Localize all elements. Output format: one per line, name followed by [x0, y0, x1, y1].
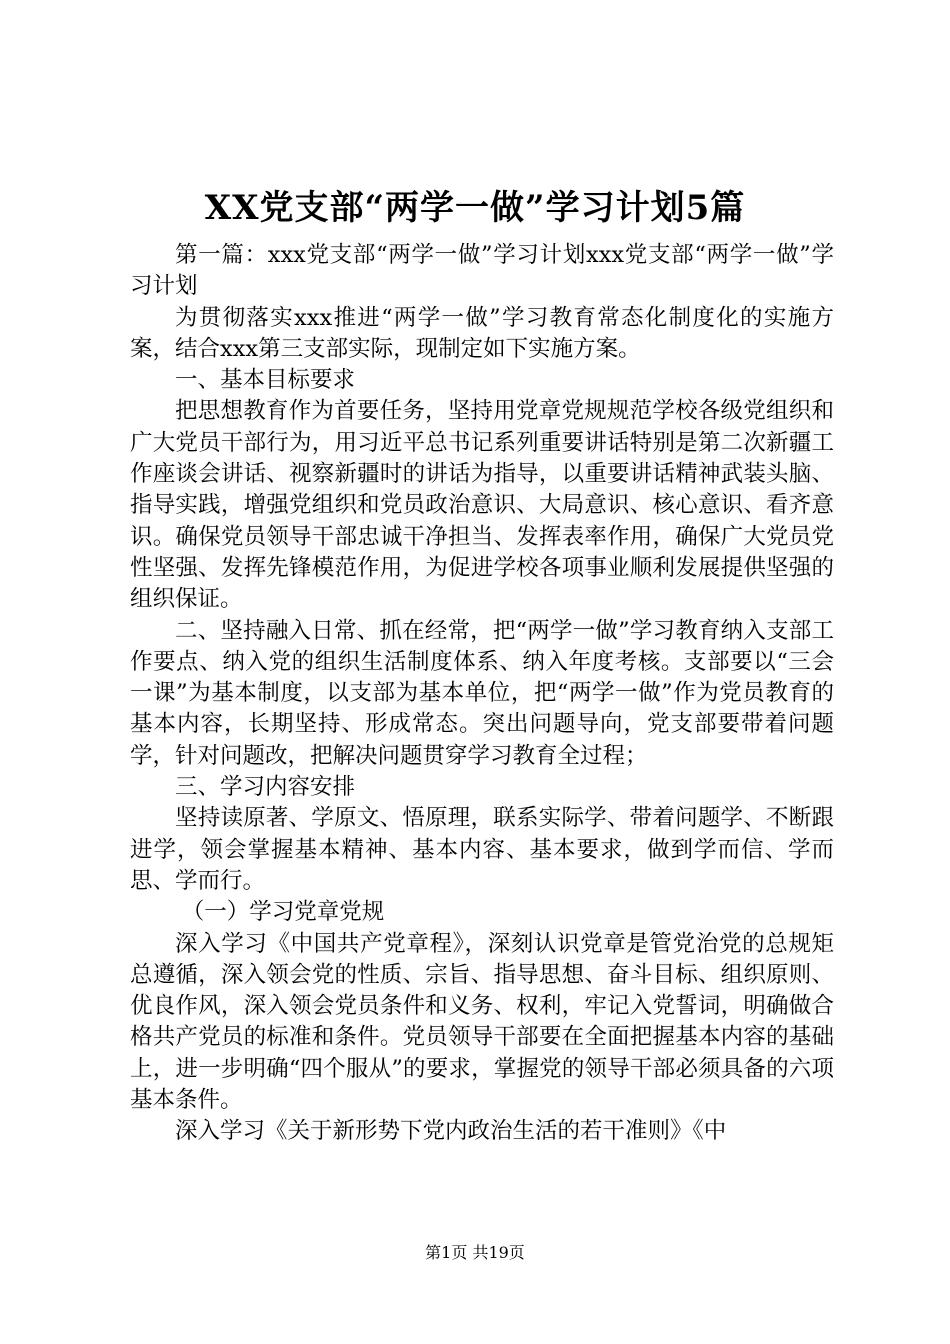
paragraph-goals: 把思想教育作为首要任务，坚持用党章党规规范学校各级党组织和广大党员干部行为，用习近平总书记系列重要讲话特别是第二次新疆工作座谈会讲话、视察新疆时的讲话为指导，以重要讲话精神武装头脑、指导实践，增强党组织和党员政治意识、大局意识、核心意识、看齐意识。确保党员领导干部忠诚干净担当、发挥表率作用，确保广大党员党性坚强、发挥先锋模范作用，为促进学校各项事业顺利发展提供坚强的组织保证。	[130, 398, 834, 613]
document-title: XX党支部“两学一做”学习计划5篇	[204, 188, 746, 228]
section-heading-content: 三、学习内容安排	[175, 774, 356, 801]
paragraph-intro: 第一篇：xxx党支部“两学一做”学习计划xxx党支部“两学一做”学习计划	[130, 242, 834, 300]
paragraph-routine: 二、坚持融入日常、抓在经常，把“两学一做”学习教育纳入支部工作要点、纳入党的组织生活制度体系、纳入年度考核。支部要以“三会一课”为基本制度，以支部为基本单位，把“两学一做”作为党员教育的基本内容，长期坚持、形成常态。突出问题导向，党支部要带着问题学，针对问题改，把解决问题贯穿学习教育全过程；	[130, 617, 834, 769]
paragraph-political-life: 深入学习《关于新形势下党内政治生活的若干准则》《中	[175, 1118, 727, 1145]
page-number-footer: 第1页 共19页	[425, 1243, 525, 1262]
paragraph-study-method: 坚持读原著、学原文、悟原理，联系实际学、带着问题学、不断跟进学，领会掌握基本精神、基本内容、基本要求，做到学而信、学而思、学而行。	[130, 805, 834, 894]
document-body	[130, 240, 834, 1148]
paragraph-purpose: 为贯彻落实xxx推进“两学一做”学习教育常态化制度化的实施方案，结合xxx第三支部实际，现制定如下实施方案。	[130, 304, 834, 362]
section-heading-goals: 一、基本目标要求	[175, 367, 356, 394]
paragraph-party-constitution: 深入学习《中国共产党章程》，深刻认识党章是管党治党的总规矩总遵循，深入领会党的性质、宗旨、指导思想、奋斗目标、组织原则、优良作风，深入领会党员条件和义务、权利，牢记入党誓词，明确做合格共产党员的标准和条件。党员领导干部要在全面把握基本内容的基础上，进一步明确“四个服从”的要求，掌握党的领导干部必须具备的六项基本条件。	[130, 930, 834, 1114]
subsection-heading-party-rules: （一）学习党章党规	[181, 899, 385, 926]
